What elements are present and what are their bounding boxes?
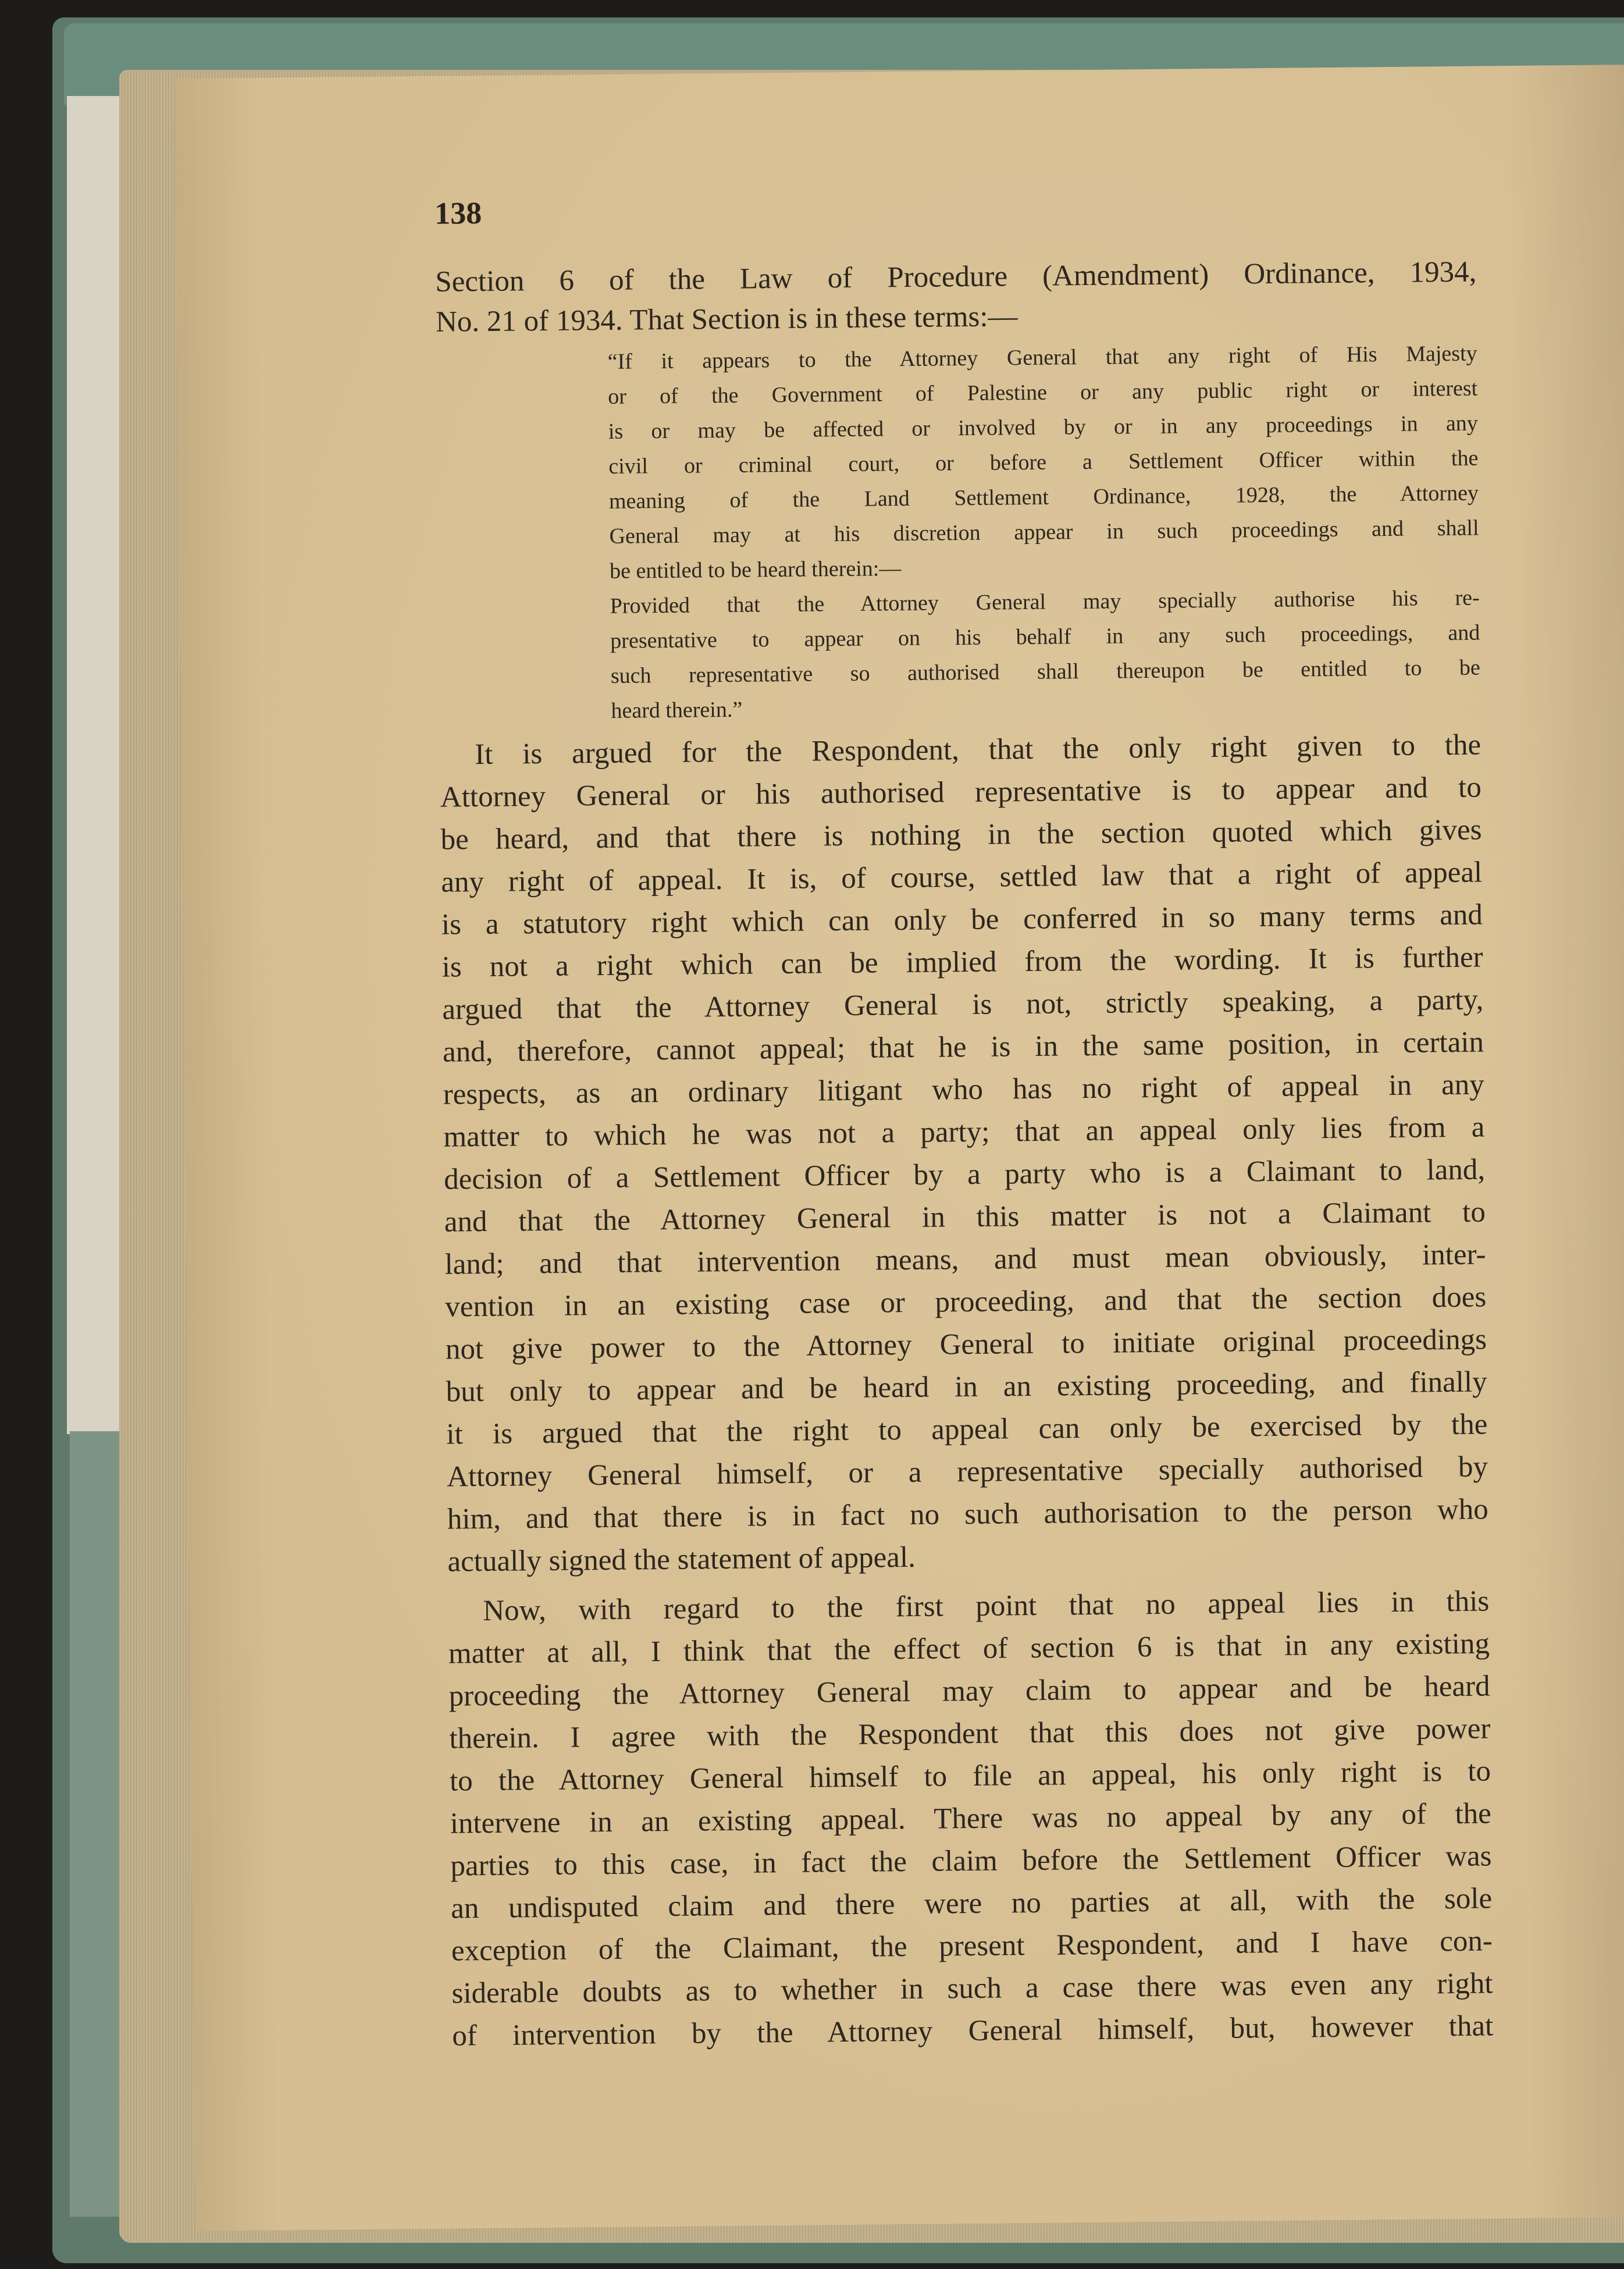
paragraph-2-line: intervene in an existing appeal. There was no appeal by any of the [450,1797,1492,1840]
paragraph-2-line: siderable doubts as to whether in such a case there was even any right [451,1967,1493,2010]
paragraph-1-line: decision of a Settlement Officer by a party who is a Claimant to land, [443,1153,1486,1196]
paragraph-2-line: proceeding the Attorney General may claim to appear and be heard [448,1670,1490,1713]
paragraph-2-line: therein. I agree with the Respondent that this does not give power [449,1712,1491,1755]
paragraph-1-line: is a statutory right which can only be conferred in so many terms and [441,898,1483,941]
quote-line: presentative to appear on his behalf in any such proceedings, and [610,620,1480,653]
quote-line: is or may be affected or involved by or in any proceedings in any [608,411,1478,444]
paragraph-1-line: is not a right which can be implied from the wording. It is further [441,941,1483,984]
quote-line: “If it appears to the Attorney General that any right of His Majesty [607,341,1477,374]
intro-line: Section 6 of the Law of Procedure (Amendment) Ordinance, 1934, [435,255,1477,298]
quote-line: such representative so authorised shall thereupon be entitled to be [610,655,1481,688]
paragraph-1-line: respects, as an ordinary litigant who has no right of appeal in any [443,1068,1484,1111]
paragraph-1-line: Attorney General or his authorised representative is to appear and to [440,771,1482,814]
quote-line: Provided that the Attorney General may specially authorise his re- [610,585,1480,618]
quote-line: or of the Government of Palestine or any public right or interest [608,376,1478,409]
quote-line: heard therein.” [611,697,743,723]
paragraph-1-line: but only to appear and be heard in an existing proceeding, and finally [446,1365,1487,1409]
page-number: 138 [434,195,482,231]
paragraph-1-line: land; and that intervention means, and must mean obviously, inter- [444,1238,1486,1281]
quote-line: meaning of the Land Settlement Ordinance, 1928, the Attorney [608,481,1479,514]
book-page [174,65,1624,2231]
paragraph-1-line: Attorney General himself, or a representative specially authorised by [446,1450,1488,1493]
paragraph-1-line: actually signed the statement of appeal. [447,1541,916,1578]
paragraph-2-line: of intervention by the Attorney General himself, but, however that [452,2010,1494,2053]
paragraph-1-line: matter to which he was not a party; that an appeal only lies from a [443,1111,1485,1154]
quote-line: General may at his discretion appear in such proceedings and shall [609,515,1479,549]
paragraph-2-line: exception of the Claimant, the present Respondent, and I have con- [451,1925,1493,1968]
paragraph-1-line: vention in an existing case or proceeding, and that the section does [445,1281,1487,1324]
paragraph-2-line: to the Attorney General himself to file an appeal, his only right is to [449,1755,1491,1798]
paragraph-1-line: It is argued for the Respondent, that the only right given to the [474,728,1481,771]
paragraph-2-line: matter at all, I think that the effect of section 6 is that in any existing [448,1627,1490,1670]
quote-line: civil or criminal court, or before a Settlement Officer within the [608,446,1479,479]
paragraph-2-line: parties to this case, in fact the claim before the Settlement Officer was [450,1840,1492,1883]
paragraph-1-line: any right of appeal. It is, of course, settled law that a right of appeal [441,856,1483,899]
paragraph-2-line: an undisputed claim and there were no parties at all, with the sole [450,1882,1493,1925]
paragraph-1-line: it is argued that the right to appeal can only be exercised by the [446,1408,1488,1451]
intro-line: No. 21 of 1934. That Section is in these terms:— [435,300,1018,339]
paragraph-1-line: be heard, and that there is nothing in the section quoted which gives [440,813,1482,856]
paragraph-1-line: and that the Attorney General in this matter is not a Claimant to [444,1196,1486,1239]
quote-line: be entitled to be heard therein:— [609,556,902,584]
paragraph-1-line: him, and that there is in fact no such authorisation to the person who [447,1493,1488,1536]
paragraph-1-line: not give power to the Attorney General to initiate original proceedings [445,1323,1487,1366]
paragraph-1-line: and, therefore, cannot appeal; that he is in the same position, in certain [442,1026,1484,1069]
paragraph-2-line: Now, with regard to the first point that no appeal lies in this [483,1585,1490,1628]
paragraph-1-line: argued that the Attorney General is not, strictly speaking, a party, [442,983,1484,1026]
